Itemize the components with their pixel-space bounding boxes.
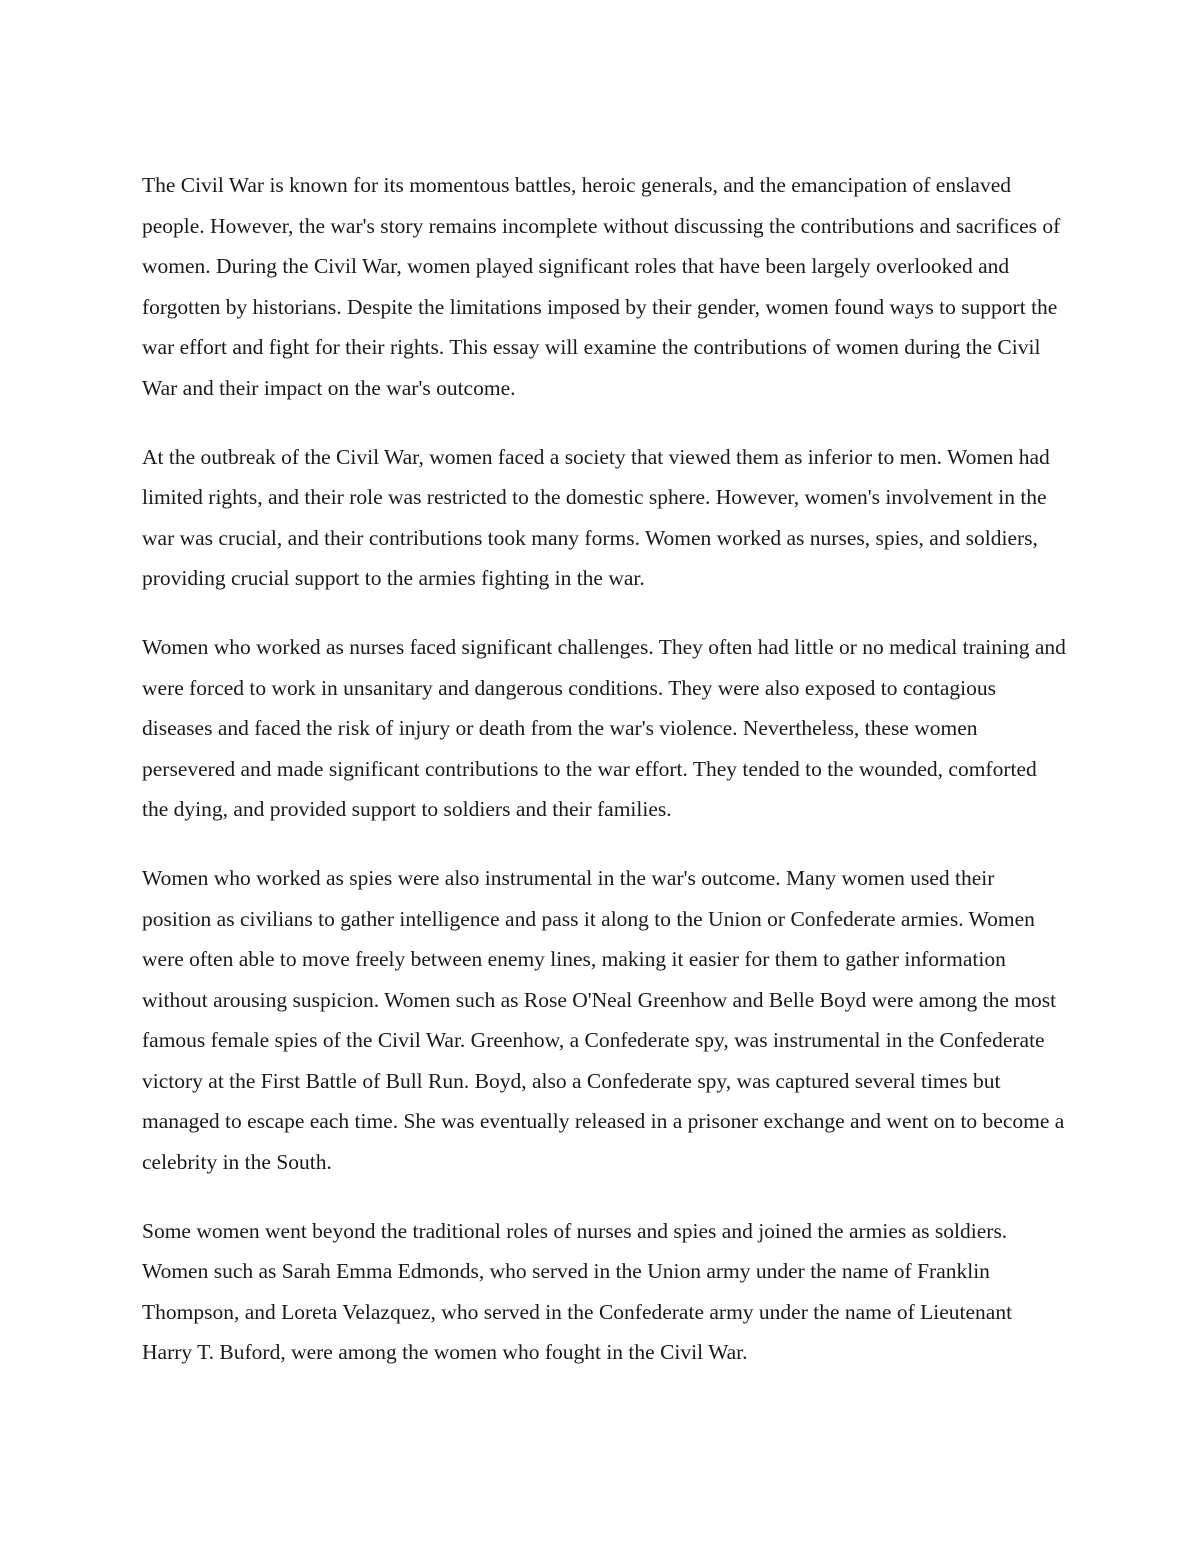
essay-body (142, 165, 1067, 1401)
paragraph-nurses: Women who worked as nurses faced significant challenges. They often had little or no medical training and were forced to work in unsanitary and dangerous conditions. They were also exposed to contagious diseases and faced the risk of injury or death from the war's violence. Nevertheless, these women persevered and made significant contributions to the war effort. They tended to the wounded, comforted the dying, and provided support to soldiers and their families. (142, 634, 1066, 822)
paragraph-intro: The Civil War is known for its momentous battles, heroic generals, and the emancipation of enslaved people. However, the war's story remains incomplete without discussing the contributions and sacrifices of women. During the Civil War, women played significant roles that have been largely overlooked and forgotten by historians. Despite the limitations imposed by their gender, women found ways to support the war effort and fight for their rights. This essay will examine the contributions of women during the Civil War and their impact on the war's outcome. (142, 173, 1061, 400)
paragraph-outbreak: At the outbreak of the Civil War, women faced a society that viewed them as inferior to men. Women had limited rights, and their role was restricted to the domestic sphere. However, women's involvement in the war was crucial, and their contributions took many forms. Women worked as nurses, spies, and soldiers, providing crucial support to the armies fighting in the war. (142, 444, 1050, 591)
paragraph-spies: Women who worked as spies were also instrumental in the war's outcome. Many women used their position as civilians to gather intelligence and pass it along to the Union or Confederate armies. Women were often able to move freely between enemy lines, making it easier for them to gather information without arousing suspicion. Women such as Rose O'Neal Greenhow and Belle Boyd were among the most famous female spies of the Civil War. Greenhow, a Confederate spy, was instrumental in the Confederate victory at the First Battle of Bull Run. Boyd, also a Confederate spy, was captured several times but managed to escape each time. She was eventually released in a prisoner exchange and went on to become a celebrity in the South. (142, 865, 1065, 1175)
paragraph-soldiers: Some women went beyond the traditional roles of nurses and spies and joined the armies as soldiers. Women such as Sarah Emma Edmonds, who served in the Union army under the name of Franklin Thompson, and Loreta Velazquez, who served in the Confederate army under the name of Lieutenant Harry T. Buford, were among the women who fought in the Civil War. (142, 1218, 1013, 1365)
